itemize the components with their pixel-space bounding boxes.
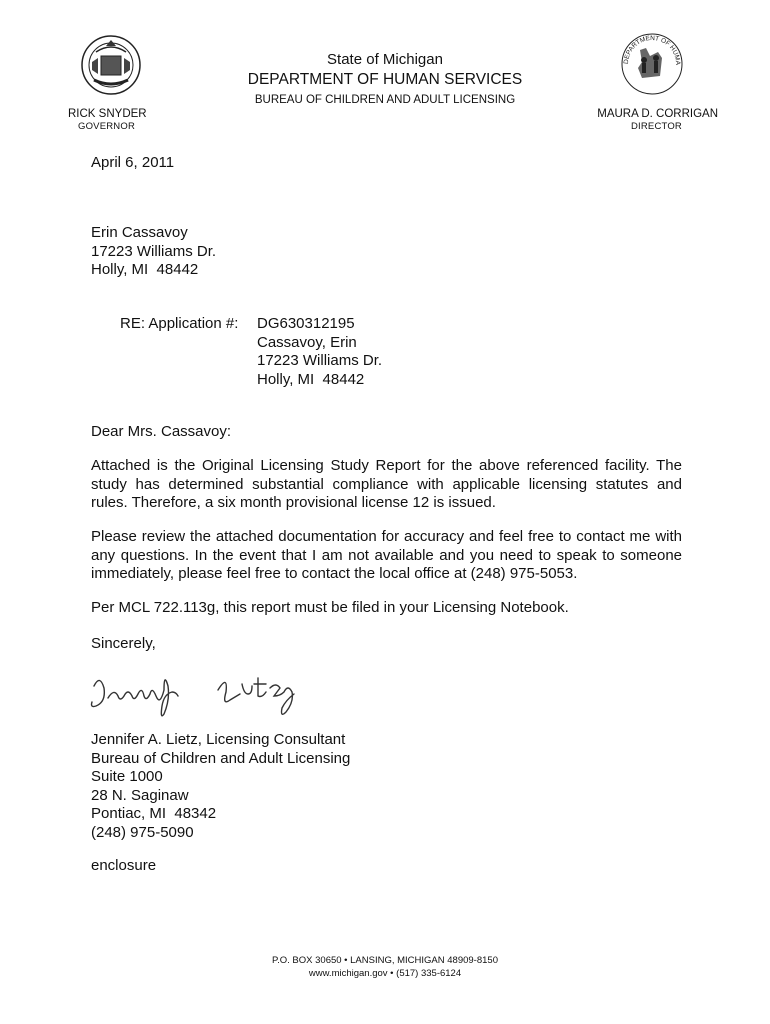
signer-line: Bureau of Children and Adult Licensing bbox=[91, 749, 351, 767]
re-line: Holly, MI 48442 bbox=[257, 370, 365, 388]
signer-line: (248) 975-5090 bbox=[91, 823, 194, 841]
signer-line: 28 N. Saginaw bbox=[91, 786, 189, 804]
re-label: RE: Application #: bbox=[120, 315, 239, 332]
recipient-line: Erin Cassavoy bbox=[91, 224, 188, 241]
paragraph-3: Per MCL 722.113g, this report must be filed in your Licensing Notebook. bbox=[91, 599, 569, 616]
header-department: DEPARTMENT OF HUMAN SERVICES bbox=[247, 71, 523, 88]
closing: Sincerely, bbox=[91, 635, 156, 652]
header-bureau: BUREAU OF CHILDREN AND ADULT LICENSING bbox=[254, 94, 516, 106]
director-title: DIRECTOR bbox=[630, 121, 682, 132]
re-line: DG630312195 bbox=[257, 315, 355, 332]
paragraph-2: Please review the attached documentation for accuracy and feel free to contact me with any questions. In the event that I am not available and you need to speak to someone immediately, please feel free to contact the local office at (248) 975-5053. bbox=[91, 528, 682, 582]
re-block bbox=[257, 315, 382, 389]
recipient-line: 17223 Williams Dr. bbox=[91, 242, 217, 260]
enclosure-note: enclosure bbox=[91, 857, 157, 874]
recipient-line: Holly, MI 48442 bbox=[91, 261, 199, 278]
header-state: State of Michigan bbox=[327, 51, 443, 68]
signer-block bbox=[91, 731, 350, 842]
seal-text: DEPARTMENT OF HUMA bbox=[622, 34, 682, 66]
letter-date: April 6, 2011 bbox=[91, 154, 175, 171]
footer-address: P.O. BOX 30650 • LANSING, MICHIGAN 48909-8150 bbox=[272, 955, 498, 966]
governor-name: RICK SNYDER bbox=[68, 108, 147, 120]
salutation: Dear Mrs. Cassavoy: bbox=[91, 423, 232, 440]
governor-title: GOVERNOR bbox=[78, 121, 136, 132]
recipient-address bbox=[91, 224, 216, 280]
re-line: Cassavoy, Erin bbox=[257, 333, 357, 351]
signer-line: Jennifer A. Lietz, Licensing Consultant bbox=[91, 731, 346, 748]
signature bbox=[90, 664, 320, 720]
re-line: 17223 Williams Dr. bbox=[257, 352, 383, 369]
footer-contact: www.michigan.gov • (517) 335-6124 bbox=[308, 968, 462, 979]
michigan-seal-icon bbox=[80, 34, 142, 96]
signer-line: Pontiac, MI 48342 bbox=[91, 805, 217, 822]
director-name: MAURA D. CORRIGAN bbox=[597, 108, 718, 120]
signer-line: Suite 1000 bbox=[91, 768, 163, 785]
dhs-logo-icon bbox=[618, 30, 686, 98]
paragraph-1: Attached is the Original Licensing Study Report for the above referenced facility. The study has determined substantial compliance with applicable licensing statutes and rules. Therefore, a six month provisional license 12 is issued. bbox=[91, 457, 682, 511]
